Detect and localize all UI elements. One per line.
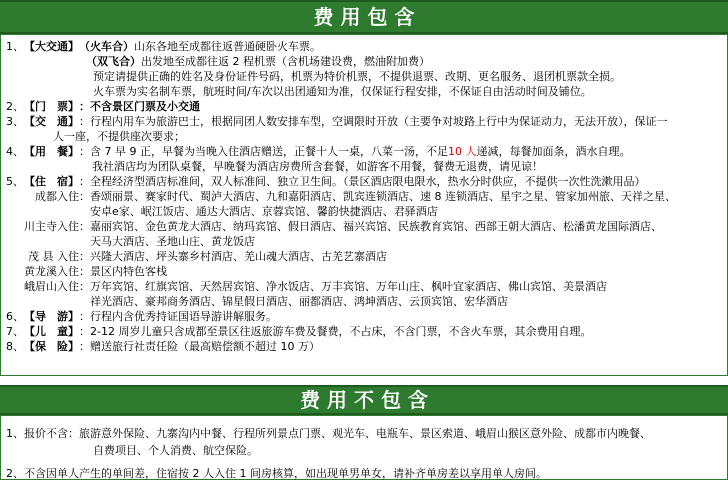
- hotel-city-row: [6, 294, 721, 309]
- plane-line: [6, 54, 721, 69]
- children-text: ：2-12 周岁儿童只含成都至景区往返旅游车费及餐费，不占床，不含门票，不含火车票，其余费用自理。: [79, 325, 592, 338]
- item-number: 3、: [6, 115, 24, 128]
- guide-text: ：行程内含优秀持证国语导游讲解服务。: [79, 310, 277, 323]
- hotel-city-row: [6, 234, 721, 249]
- transport-label: 【交 通】: [24, 115, 79, 128]
- traffic-item: [6, 39, 721, 54]
- meals-label: 【用 餐】: [24, 145, 79, 158]
- tickets-label: 【门 票】: [24, 100, 79, 113]
- included-section: [0, 34, 728, 376]
- excluded-header: [0, 385, 728, 415]
- meals-text-a: ：含 7 早 9 正，早餐为当晚入住酒店赠送，正餐十人一桌，八菜一汤，不足: [79, 145, 448, 158]
- hotel-city-label: 茂 县 入住：: [28, 250, 90, 263]
- excluded-item-2: [6, 465, 721, 482]
- hotel-city-row: [6, 264, 721, 279]
- hotel-city-list: [6, 189, 721, 309]
- item-number: 5、: [6, 175, 24, 188]
- hotel-list-text: 天马大酒店、圣地山庄、黄龙饭店: [90, 235, 255, 248]
- meals-text-b: 递减，每餐加面条，酒水自理。: [476, 145, 631, 158]
- excluded-item-1-text: 旅游意外保险、九寨沟内中餐、行程所列景点门票、观光车、电瓶车、景区索道、峨眉山猴区意外险、成都市内晚餐、: [79, 427, 651, 440]
- train-note: [6, 84, 721, 99]
- traffic-label: 【大交通】: [24, 40, 79, 53]
- insurance-text: ：赠送旅行社责任险（最高赔偿额不超过 10 万）: [79, 340, 320, 353]
- children-label: 【儿 童】: [24, 325, 79, 338]
- train-label: （火车合）: [79, 40, 134, 53]
- excluded-item-1-text2: 自费项目、个人消费、航空保险。: [93, 444, 258, 457]
- hotel-city-label: 峨眉山入住：: [24, 280, 90, 293]
- hotel-list-text: 嘉丽宾馆、金色黄龙大酒店、纳玛宾馆、假日酒店、福兴宾馆、民族教育宾馆、西部王朝大酒店、松潘黄龙国际酒店、: [90, 220, 662, 233]
- item-number: 2、: [6, 100, 24, 113]
- hotel-list-text: 香颂丽景、赛家时代、蜀泸大酒店、九和嘉阳酒店、凯宾连锁酒店、速 8 连锁酒店、星宇之星、管家加州旅、天祥之星、: [90, 190, 676, 203]
- item-number: 4、: [6, 145, 24, 158]
- hotels-label: 【住 宿】: [24, 175, 79, 188]
- plane-text: 出发地至成都往返 2 程机票（含机场建设费，燃油附加费）: [141, 55, 430, 68]
- item-number: 1、: [6, 427, 24, 440]
- item-number: 6、: [6, 310, 24, 323]
- included-header: [0, 0, 728, 34]
- hotels-text: ：全程经济型酒店标准间，双人标准间、独立卫生间。（景区酒店限电限水，热水分时供应，不提供一次性洗漱用品）: [79, 175, 646, 188]
- transport-text2: 人一座，不提供座次要求；: [53, 130, 185, 143]
- guide-item: [6, 309, 721, 324]
- plane-label: （双飞合）: [86, 55, 141, 68]
- hotel-city-row: [6, 219, 721, 234]
- hotel-list-text: 兴隆大酒店、坪头寨乡村酒店、羌山魂大酒店、古羌艺寨酒店: [90, 250, 387, 263]
- transport-line2: [6, 129, 721, 144]
- hotel-list-text: 万年宾馆、红旗宾馆、天然居宾馆、净水饭店、万丰宾馆、万年山庄、枫叶宜家酒店、佛山宾馆、美景酒店: [90, 280, 607, 293]
- meals-item: [6, 144, 721, 159]
- hotel-list-text: 安卓e家、岷江饭店、通达大酒店、京蓉宾馆、馨韵快捷酒店、君驿酒店: [90, 205, 438, 218]
- hotel-city-label: [6, 294, 90, 309]
- item-number: 2、: [6, 467, 24, 480]
- item-number: 8、: [6, 340, 24, 353]
- hotel-city-row: [6, 204, 721, 219]
- meals-line2: [6, 159, 721, 174]
- transport-text: ：行程内用车为旅游巴士，根据同团人数安排车型，空调限时开放（主要争对坡路上行中为保证动力，无法开放），保证一: [79, 115, 668, 128]
- plane-note-text: 预定请提供正确的姓名及身份证件号码，机票为特价机票，不提供退票、改期、更名服务、退团机票款全损。: [93, 70, 621, 83]
- excluded-item-2-text: 不含因单人产生的单间差，住宿按 2 人入住 1 间房核算，如出现单男单女，请补齐单房差以享用单人房间。: [24, 467, 547, 480]
- guide-label: 【导 游】: [24, 310, 79, 323]
- included-header-title: 费 用 包 含: [313, 5, 415, 29]
- excluded-item-1-label: 报价不含：: [24, 427, 79, 440]
- hotel-city-row: [6, 249, 721, 264]
- insurance-label: 【保 险】: [24, 340, 79, 353]
- hotel-list-text: 祥光酒店、豪邦商务酒店、锦星假日酒店、丽都酒店、鸿坤酒店、云顶宾馆、宏华酒店: [90, 295, 508, 308]
- item-number: 1、: [6, 40, 24, 53]
- meals-text2: 我社酒店均为团队桌餐，早晚餐为酒店房费所含套餐，如游客不用餐，餐费无退费，请见谅！: [92, 160, 543, 173]
- hotel-city-label: [6, 204, 90, 219]
- hotel-city-row: [6, 189, 721, 204]
- tickets-text: ：不含景区门票及小交通: [79, 100, 200, 113]
- hotel-city-label: 成都入住：: [35, 190, 90, 203]
- meals-text-red: 10 人: [447, 145, 477, 158]
- insurance-item: [6, 339, 721, 354]
- item-number: 7、: [6, 325, 24, 338]
- hotel-city-label: 黄龙溪入住：: [24, 265, 90, 278]
- transport-item: [6, 114, 721, 129]
- hotel-city-row: [6, 279, 721, 294]
- excluded-item-1: [6, 425, 721, 442]
- train-note-text: 火车票为实名制车票，航班时间/车次以出团通知为准，仅保证行程安排，不保证自由活动时间及铺位。: [93, 85, 592, 98]
- hotel-list-text: 景区内特色客栈: [90, 265, 167, 278]
- children-item: [6, 324, 721, 339]
- excluded-header-title: 费 用 不 包 含: [300, 388, 428, 412]
- plane-note: [6, 69, 721, 84]
- hotel-city-label: [6, 234, 90, 249]
- hotel-city-label: 川主寺入住：: [24, 220, 90, 233]
- excluded-section: [0, 415, 728, 480]
- hotels-item: [6, 174, 721, 189]
- excluded-item-1-line2: [6, 442, 721, 459]
- train-text: 山东各地至成都往返普通硬卧火车票。: [134, 40, 321, 53]
- tickets-item: [6, 99, 721, 114]
